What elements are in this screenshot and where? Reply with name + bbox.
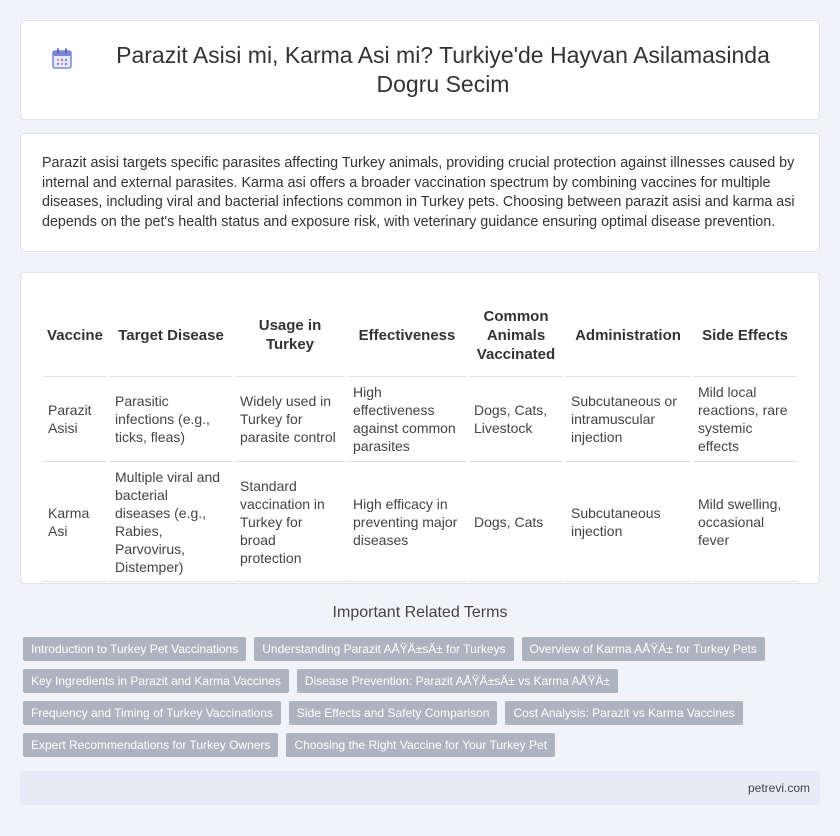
header-usage: Usage in Turkey (235, 293, 345, 377)
title-card (20, 20, 820, 120)
cell-usage: Widely used in Turkey for parasite control (235, 377, 345, 462)
header-target-disease: Target Disease (110, 293, 232, 377)
related-tag[interactable]: Choosing the Right Vaccine for Your Turkey Pet (286, 733, 555, 757)
related-tag[interactable]: Overview of Karma AÅŸÄ± for Turkey Pets (522, 637, 765, 661)
cell-effectiveness: High efficacy in preventing major diseases (348, 462, 466, 582)
cell-vaccine: Parazit Asisi (43, 377, 107, 462)
intro-card (20, 133, 820, 252)
related-tag[interactable]: Frequency and Timing of Turkey Vaccinations (23, 701, 281, 725)
tag-row (23, 701, 823, 725)
cell-effectiveness: High effectiveness against common parasites (348, 377, 466, 462)
comparison-table (40, 293, 800, 582)
header-effectiveness: Effectiveness (348, 293, 466, 377)
related-tag[interactable]: Expert Recommendations for Turkey Owners (23, 733, 278, 757)
tag-row (23, 733, 823, 757)
cell-side-effects: Mild swelling, occasional fever (693, 462, 797, 582)
cell-common-animals: Dogs, Cats (469, 462, 563, 582)
related-terms-tags (23, 637, 823, 765)
related-tag[interactable]: Key Ingredients in Parazit and Karma Vaccines (23, 669, 289, 693)
tag-row (23, 637, 823, 661)
calendar-icon (50, 47, 74, 71)
cell-administration: Subcutaneous or intramuscular injection (566, 377, 690, 462)
header-side-effects: Side Effects (693, 293, 797, 377)
tag-row (23, 669, 823, 693)
table-header-row (43, 293, 797, 377)
cell-target-disease: Multiple viral and bacterial diseases (e.g., Rabies, Parvovirus, Distemper) (110, 462, 232, 582)
table-row (43, 462, 797, 582)
intro-paragraph: Parazit asisi targets specific parasites affecting Turkey animals, providing crucial protection against illnesses caused by internal and external parasites. Karma asi offers a broader vaccination spectrum by combining vaccines for multiple diseases, including viral and bacterial infections common in Turkey pets. Choosing between parazit asisi and karma asi depends on the pet's health status and exposure risk, with veterinary guidance ensuring optimal disease prevention. (42, 155, 795, 230)
cell-target-disease: Parasitic infections (e.g., ticks, fleas) (110, 377, 232, 462)
cell-vaccine: Karma Asi (43, 462, 107, 582)
related-tag[interactable]: Introduction to Turkey Pet Vaccinations (23, 637, 246, 661)
related-terms-title: Important Related Terms (332, 604, 508, 621)
header-administration: Administration (566, 293, 690, 377)
footer-brand[interactable]: petrevi.com (747, 781, 810, 795)
header-common-animals: Common Animals Vaccinated (469, 293, 563, 377)
footer (20, 771, 820, 805)
related-tag[interactable]: Cost Analysis: Parazit vs Karma Vaccines (505, 701, 742, 725)
related-tag[interactable]: Disease Prevention: Parazit AÅŸÄ±sÄ± vs Karma AÅŸÄ± (297, 669, 618, 693)
cell-administration: Subcutaneous injection (566, 462, 690, 582)
table-row (43, 377, 797, 462)
cell-side-effects: Mild local reactions, rare systemic effects (693, 377, 797, 462)
title-wrap (50, 41, 790, 99)
related-tag[interactable]: Side Effects and Safety Comparison (289, 701, 498, 725)
cell-usage: Standard vaccination in Turkey for broad protection (235, 462, 345, 582)
table-card (20, 272, 820, 584)
header-vaccine: Vaccine (43, 293, 107, 377)
related-tag[interactable]: Understanding Parazit AÅŸÄ±sÄ± for Turkeys (254, 637, 513, 661)
page-title: Parazit Asisi mi, Karma Asi mi? Turkiye'de Hayvan Asilamasinda Dogru Secim (116, 42, 770, 97)
cell-common-animals: Dogs, Cats, Livestock (469, 377, 563, 462)
